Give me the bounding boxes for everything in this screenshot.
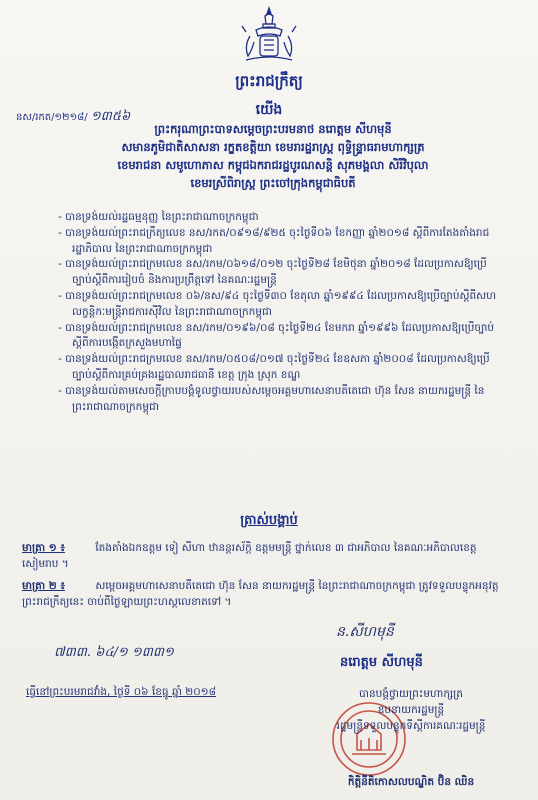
handwritten-date: ៧៣៣. ៦៤/១ ១៣៣១ xyxy=(54,645,174,660)
preamble-line: សមានភូមិជាតិសាសនា រក្ខតខត្តិយា ខេមរារដ្ឋរាស្ត្រ ពុទ្ធិន្ទ្រាធរាមហាក្សត្រ xyxy=(121,140,425,154)
royal-preamble xyxy=(78,120,468,192)
document-number-prefix: នស/រកត/១២១៨/ xyxy=(16,112,88,123)
article-text: សម្តេចអគ្គមហាសេនាបតីតេជោ ហ៊ុន សែន នាយករដ្ឋមន្ត្រី នៃព្រះរាជាណាចក្រកម្ពុជា ត្រូវទទួលបន្ទុកអនុវត្តព្រះរាជក្រឹត្យនេះ ចាប់ពីថ្ងៃឡាយព្រះហស្តលេខាតទៅ ។ xyxy=(22,580,499,608)
consideration-item: - បានទ្រង់យល់ព្រះរាជក្រមលេខ នស/រកម/០១៩៦/០៨ ចុះថ្ងៃទី២៤ ខែមករា ឆ្នាំ១៩៩៦ ដែលប្រកាសឱ្យប្រើច្បាប់ស្តីពីការបង្កើតក្រសួងមហាផ្ទៃ xyxy=(58,321,495,350)
article-2 xyxy=(22,578,512,610)
cosign-line: ឧបនាយករដ្ឋមន្ត្រី xyxy=(377,704,445,716)
preamble-line: ខេមរស្រីពិរាស្ត្រ ព្រះចៅក្រុងកម្ពុជាធិបតី xyxy=(190,176,356,190)
consideration-item: - បានទ្រង់យល់ព្រះរាជក្រឹត្យលេខ នស/រកត/០៩១៨/៩២៥ ចុះថ្ងៃទី០៦ ខែកញ្ញា ឆ្នាំ២០១៨ ស្តីពីការតែងតាំងរាជរដ្ឋាភិបាល នៃព្រះរាជាណាចក្រកម្ពុជា xyxy=(58,226,490,255)
decree-subtitle: យើង xyxy=(255,102,283,118)
king-signature: ន.សីហមុនី xyxy=(336,624,394,640)
cosign-line: រដ្ឋមន្ត្រីទទួលបន្ទុកទីស្តីការគណៈរដ្ឋមន្ត្រី xyxy=(336,720,486,732)
article-1 xyxy=(22,540,512,572)
preamble-line: ព្រះករុណាព្រះបាទសម្តេចព្រះបរមនាថ នរោត្តម សីហមុនី xyxy=(154,122,392,136)
article-text: តែងតាំងឯកឧត្តម ទៀ សីហា ឋានន្តរស័ក្តិ ឧត្តមមន្ត្រី ថ្នាក់លេខ ៣ ជាអភិបាល នៃគណៈអភិបាលខេត្តសៀមរាប ។ xyxy=(22,542,477,570)
preamble-line: ខេមរាជនា សមូហោភាស កម្ពុជឯករាជរដ្ឋបូរណសន្តិ សុភមង្គលា សិរីវិបុលា xyxy=(117,158,429,172)
consideration-item: - បានទ្រង់យល់ព្រះរាជក្រមលេខ ០៦/នស/៩៤ ចុះថ្ងៃទី៣០ ខែតុលា ឆ្នាំ១៩៩៤ ដែលប្រកាសឱ្យប្រើច្បាប់ស្តីពីសហលក្ខន្តិកៈមន្ត្រីរាជការស៊ីវិល នៃព្រះរាជាណាចក្រកម្ពុជា xyxy=(58,289,497,318)
consideration-item: - បានទ្រង់យល់រដ្ឋធម្មនុញ្ញ នៃព្រះរាជាណាចក្រកម្ពុជា xyxy=(58,211,259,223)
signer-name: នរោត្តម សីហមុនី xyxy=(340,655,423,670)
consideration-item: - បានទ្រង់យល់ព្រះរាជក្រមលេខ នស/រកម/០៥០៨/០១៧ ចុះថ្ងៃទី២៤ ខែឧសភា ឆ្នាំ២០០៨ ដែលប្រកាសឱ្យប្រើច្បាប់ស្តីពីការគ្រប់គ្រងរដ្ឋបាលរាជធានី ខេត្ត ក្រុង ស្រុក ខណ្ឌ xyxy=(58,353,490,381)
cosigner-name: កិត្តិនីតិកោសលបណ្ឌិត ប៊ិន ឈិន xyxy=(347,776,475,788)
consideration-item: - បានទ្រង់យល់តាមសេចក្តីក្រាបបង្គំទូលថ្វាយរបស់សម្តេចអគ្គមហាសេនាបតីតេជោ ហ៊ុន សែន នាយករដ្ឋមន្ត្រី នៃព្រះរាជាណាចក្រកម្ពុជា xyxy=(58,384,485,413)
royal-arms-emblem-icon xyxy=(236,6,302,66)
cosign-line: បានបង្គំថ្វាយព្រះមហាក្សត្រ xyxy=(359,688,463,700)
decision-heading: ត្រាស់បង្គាប់ xyxy=(240,513,298,528)
considerations-list xyxy=(58,210,498,415)
place-and-date: ធ្វើនៅព្រះបរមរាជវាំង, ថ្ងៃទី ០៦ ខែធ្នូ ឆ្នាំ ២០១៨ xyxy=(26,686,217,698)
article-label: មាត្រា ១ ៖ xyxy=(22,542,65,554)
consideration-item: - បានទ្រង់យល់ព្រះរាជក្រមលេខ នស/រកម/០៦១៨/០១២ ចុះថ្ងៃទី២៨ ខែមិថុនា ឆ្នាំ២០១៨ ដែលប្រកាសឱ្យប្រើច្បាប់ស្តីពីការរៀបចំ និងការប្រព្រឹត្តទៅ នៃគណៈរដ្ឋមន្ត្រី xyxy=(58,258,487,287)
decree-title: ព្រះរាជក្រឹត្យ xyxy=(235,72,303,90)
document-number-handwritten: ១៣៥៦ xyxy=(90,109,131,124)
countersignature-block xyxy=(296,686,526,790)
article-label: មាត្រា ២ ៖ xyxy=(22,580,65,592)
